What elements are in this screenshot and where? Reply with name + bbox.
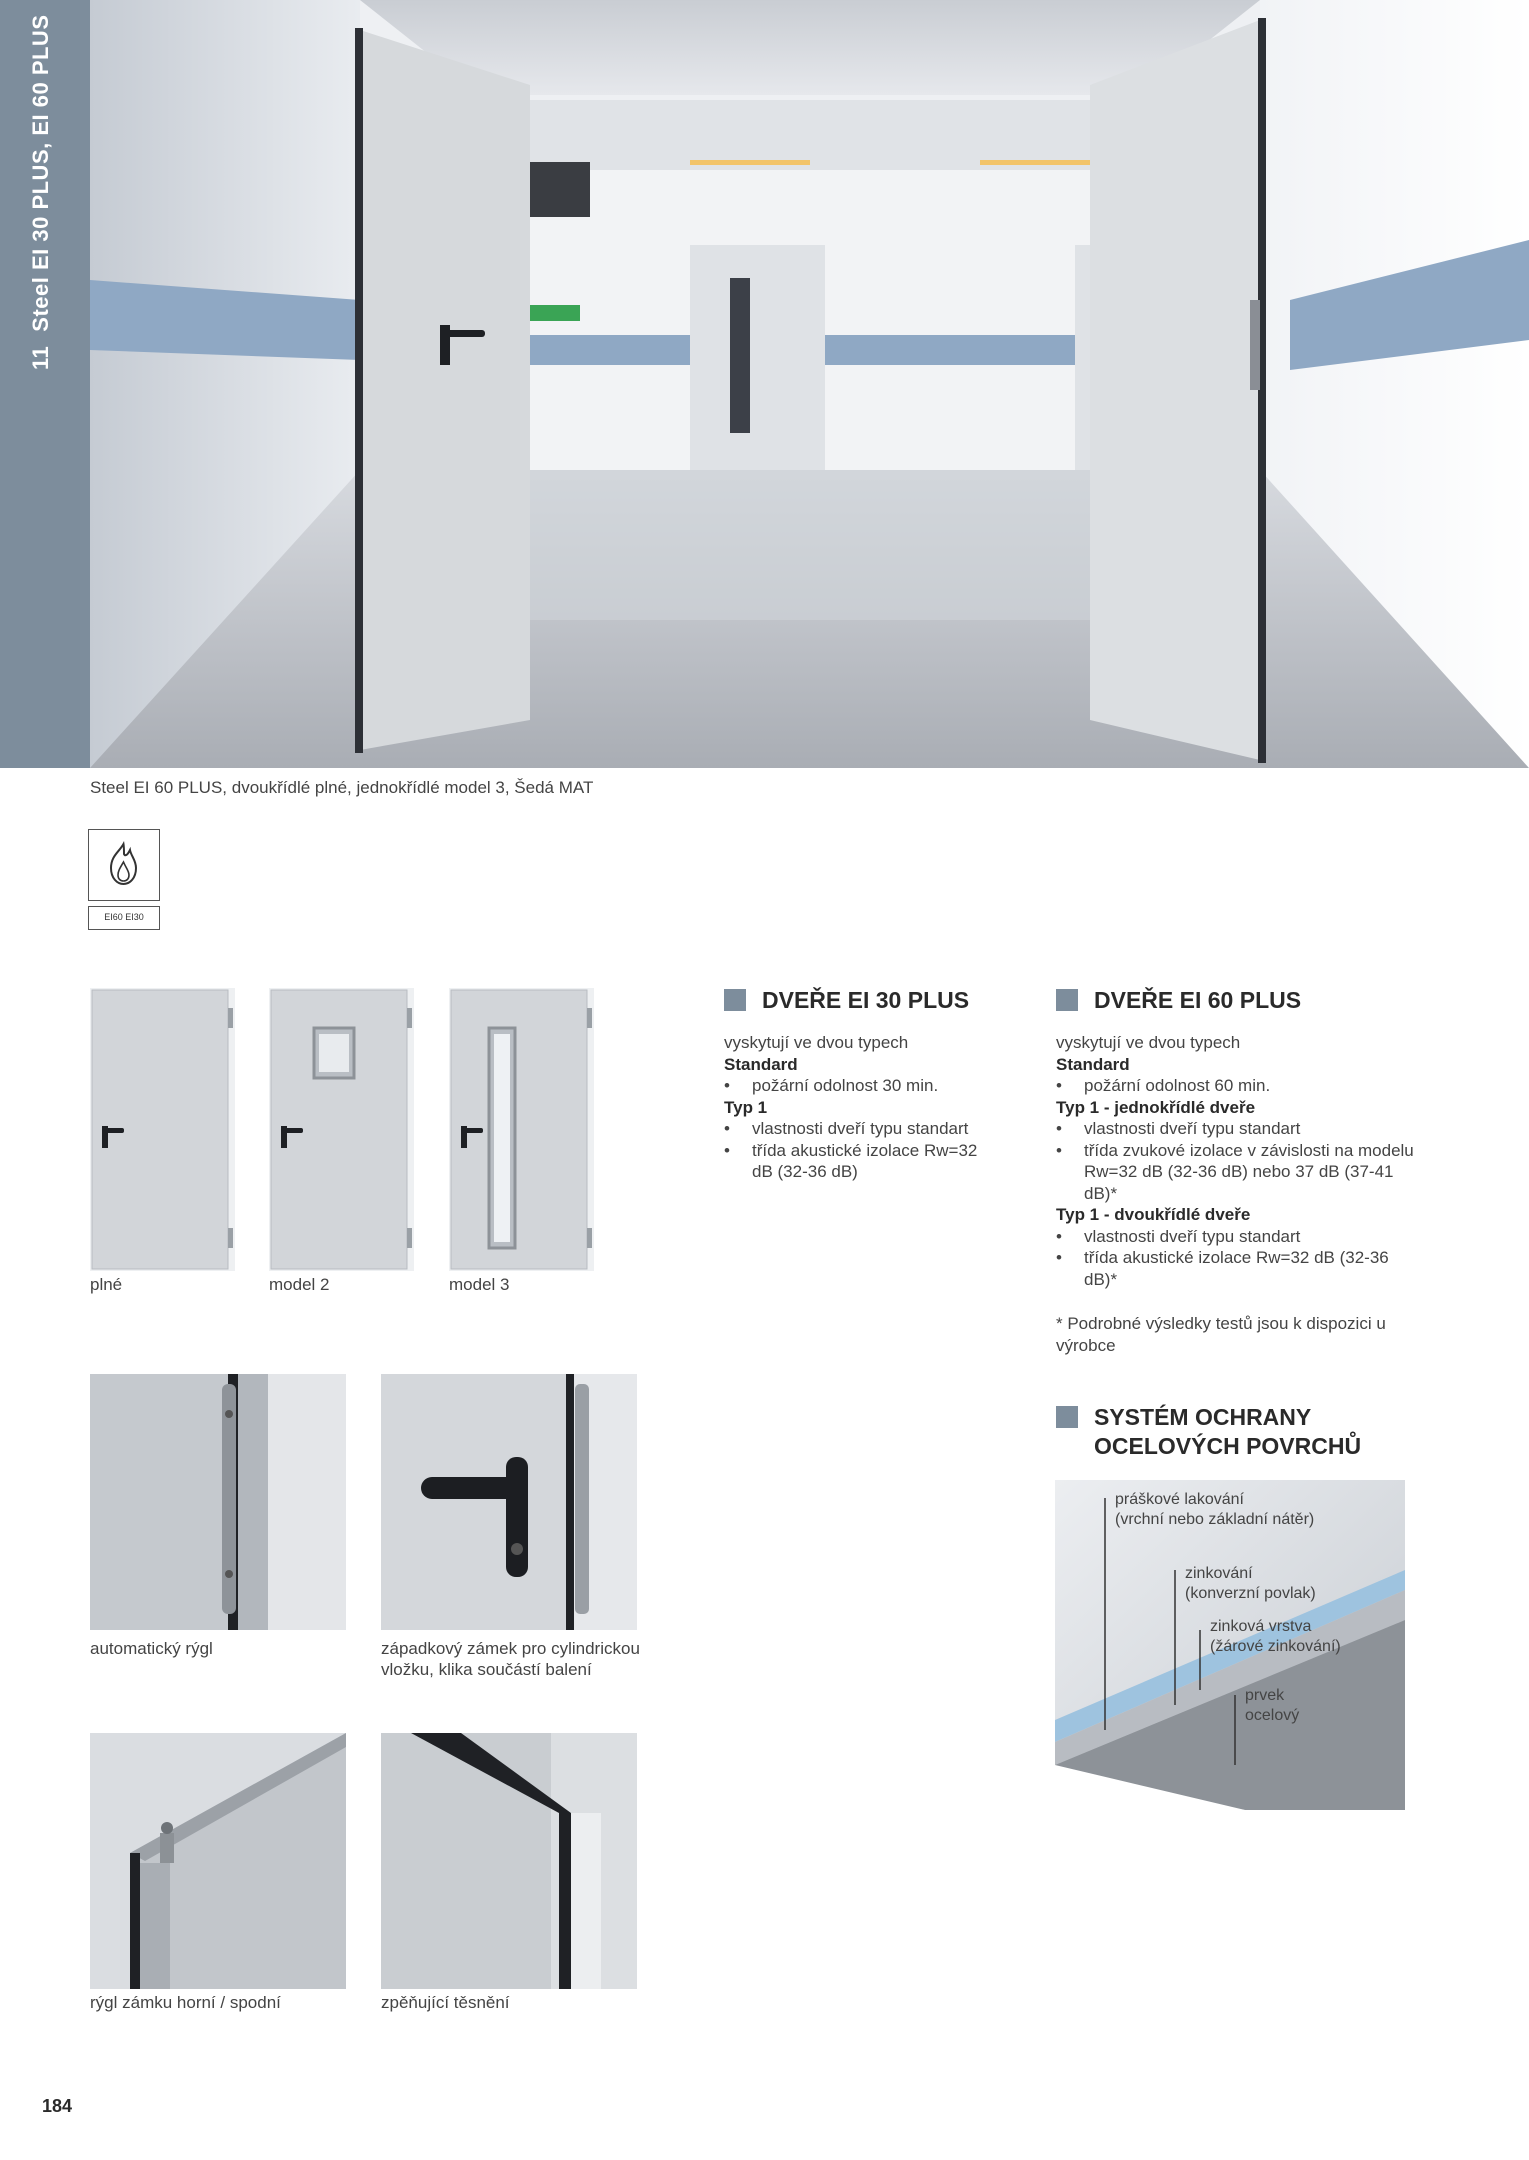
ei60-intro: vyskytují ve dvou typech — [1056, 1033, 1241, 1052]
model-label-2: model 2 — [269, 1275, 330, 1294]
ei60-typ1b-item: • třída akustické izolace Rw=32 dB (32-36 dB)* — [1056, 1247, 1416, 1290]
door-model-3-image — [449, 988, 594, 1271]
door-vision-strip-illustration — [449, 988, 594, 1271]
ei60-typ1b-item: • vlastnosti dveří typu standart — [1056, 1226, 1416, 1248]
door-model-plne-image — [90, 988, 235, 1271]
model-label-plne: plné — [90, 1275, 123, 1294]
layer-label-line: (konverzní povlak) — [1185, 1585, 1316, 1602]
ei30-standard-head: Standard — [724, 1054, 798, 1074]
layer-zinc-conversion — [1185, 1564, 1316, 1604]
heading-marker — [1056, 989, 1078, 1011]
door-model-2-image — [269, 988, 414, 1271]
heading-marker — [724, 989, 746, 1011]
chapter-name: Steel EI 30 PLUS, EI 60 PLUS — [28, 14, 53, 332]
ei60-typ1b-head: Typ 1 - dvoukřídlé dveře — [1056, 1205, 1251, 1224]
ei60-specs — [1056, 1032, 1416, 1290]
ei60-standard-head: Standard — [1056, 1054, 1130, 1074]
top-bottom-bolt-illustration — [90, 1733, 346, 1989]
chapter-number: 11 — [28, 345, 53, 370]
door-plain-illustration — [90, 988, 235, 1271]
protection-heading — [1056, 1403, 1361, 1461]
ei60-typ1-item: • vlastnosti dveří typu standart — [1056, 1118, 1416, 1140]
heading-marker — [1056, 1406, 1078, 1428]
fire-certification-box — [88, 829, 160, 901]
ei30-intro: vyskytují ve dvou typech — [724, 1033, 909, 1052]
intumescent-seal-illustration — [381, 1733, 637, 1989]
fire-icon — [89, 830, 158, 899]
ei30-typ1-item: • třída akustické izolace Rw=32 dB (32-36 dB) — [724, 1140, 994, 1183]
layer-label-line: zinkování — [1185, 1565, 1253, 1582]
certification-label: EI60 EI30 — [88, 906, 160, 930]
ei30-heading — [724, 986, 969, 1015]
chapter-title — [28, 15, 54, 371]
auto-bolt-image — [90, 1374, 346, 1630]
ei30-typ1-item: • vlastnosti dveří typu standart — [724, 1118, 994, 1140]
layer-label-line: ocelový — [1245, 1707, 1300, 1724]
ei60-typ1-head: Typ 1 - jednokřídlé dveře — [1056, 1097, 1256, 1117]
latch-lock-illustration — [381, 1374, 637, 1630]
ei60-standard-item: • požární odolnost 60 min. — [1056, 1075, 1416, 1097]
protection-title — [1094, 1403, 1361, 1461]
layer-steel — [1245, 1686, 1299, 1726]
side-strip — [0, 0, 90, 768]
detail-label-intumescent-seal: zpěňující těsnění — [381, 1993, 510, 2012]
hero-caption: Steel EI 60 PLUS, dvoukřídlé plné, jednokřídlé model 3, Šedá MAT — [90, 778, 594, 797]
door-window-illustration — [269, 988, 414, 1271]
ei30-standard-item: • požární odolnost 30 min. — [724, 1075, 994, 1097]
detail-label-top-bottom-bolt: rýgl zámku horní / spodní — [90, 1993, 281, 2012]
page-number: 184 — [42, 2096, 73, 2116]
layer-label-line: zinková vrstva — [1210, 1618, 1312, 1635]
protection-title-line1: SYSTÉM OCHRANY — [1094, 1404, 1312, 1430]
layer-powder-coating — [1115, 1490, 1314, 1530]
latch-lock-image — [381, 1374, 637, 1630]
ei60-typ1-item: • třída zvukové izolace v závislosti na modelu Rw=32 dB (32-36 dB) nebo 37 dB (37-41 dB)* — [1056, 1140, 1416, 1205]
detail-label-latch-lock: západkový zámek pro cylindrickou vložku, klika součástí balení — [381, 1639, 640, 1679]
layer-label-line: (vrchní nebo základní nátěr) — [1115, 1511, 1315, 1528]
protection-title-line2: OCELOVÝCH POVRCHŮ — [1094, 1433, 1362, 1459]
intumescent-seal-image — [381, 1733, 637, 1989]
layer-label-line: práškové lakování — [1115, 1491, 1244, 1508]
model-label-3: model 3 — [449, 1275, 510, 1294]
corridor-illustration — [90, 0, 1529, 768]
ei30-title: DVEŘE EI 30 PLUS — [762, 987, 970, 1013]
ei30-typ1-head: Typ 1 — [724, 1097, 768, 1117]
layer-label-line: (žárové zinkování) — [1210, 1638, 1341, 1655]
ei30-specs — [724, 1032, 994, 1183]
ei60-heading — [1056, 986, 1301, 1015]
hero-image — [90, 0, 1529, 768]
detail-label-auto-bolt: automatický rýgl — [90, 1639, 213, 1658]
layer-hot-dip-zinc — [1210, 1617, 1341, 1657]
top-bottom-bolt-image — [90, 1733, 346, 1989]
auto-bolt-illustration — [90, 1374, 346, 1630]
test-results-note: * Podrobné výsledky testů jsou k dispozici u výrobce — [1056, 1314, 1386, 1355]
protection-layers-diagram — [1055, 1480, 1405, 1810]
ei60-title: DVEŘE EI 60 PLUS — [1094, 987, 1302, 1013]
layer-label-line: prvek — [1245, 1687, 1285, 1704]
